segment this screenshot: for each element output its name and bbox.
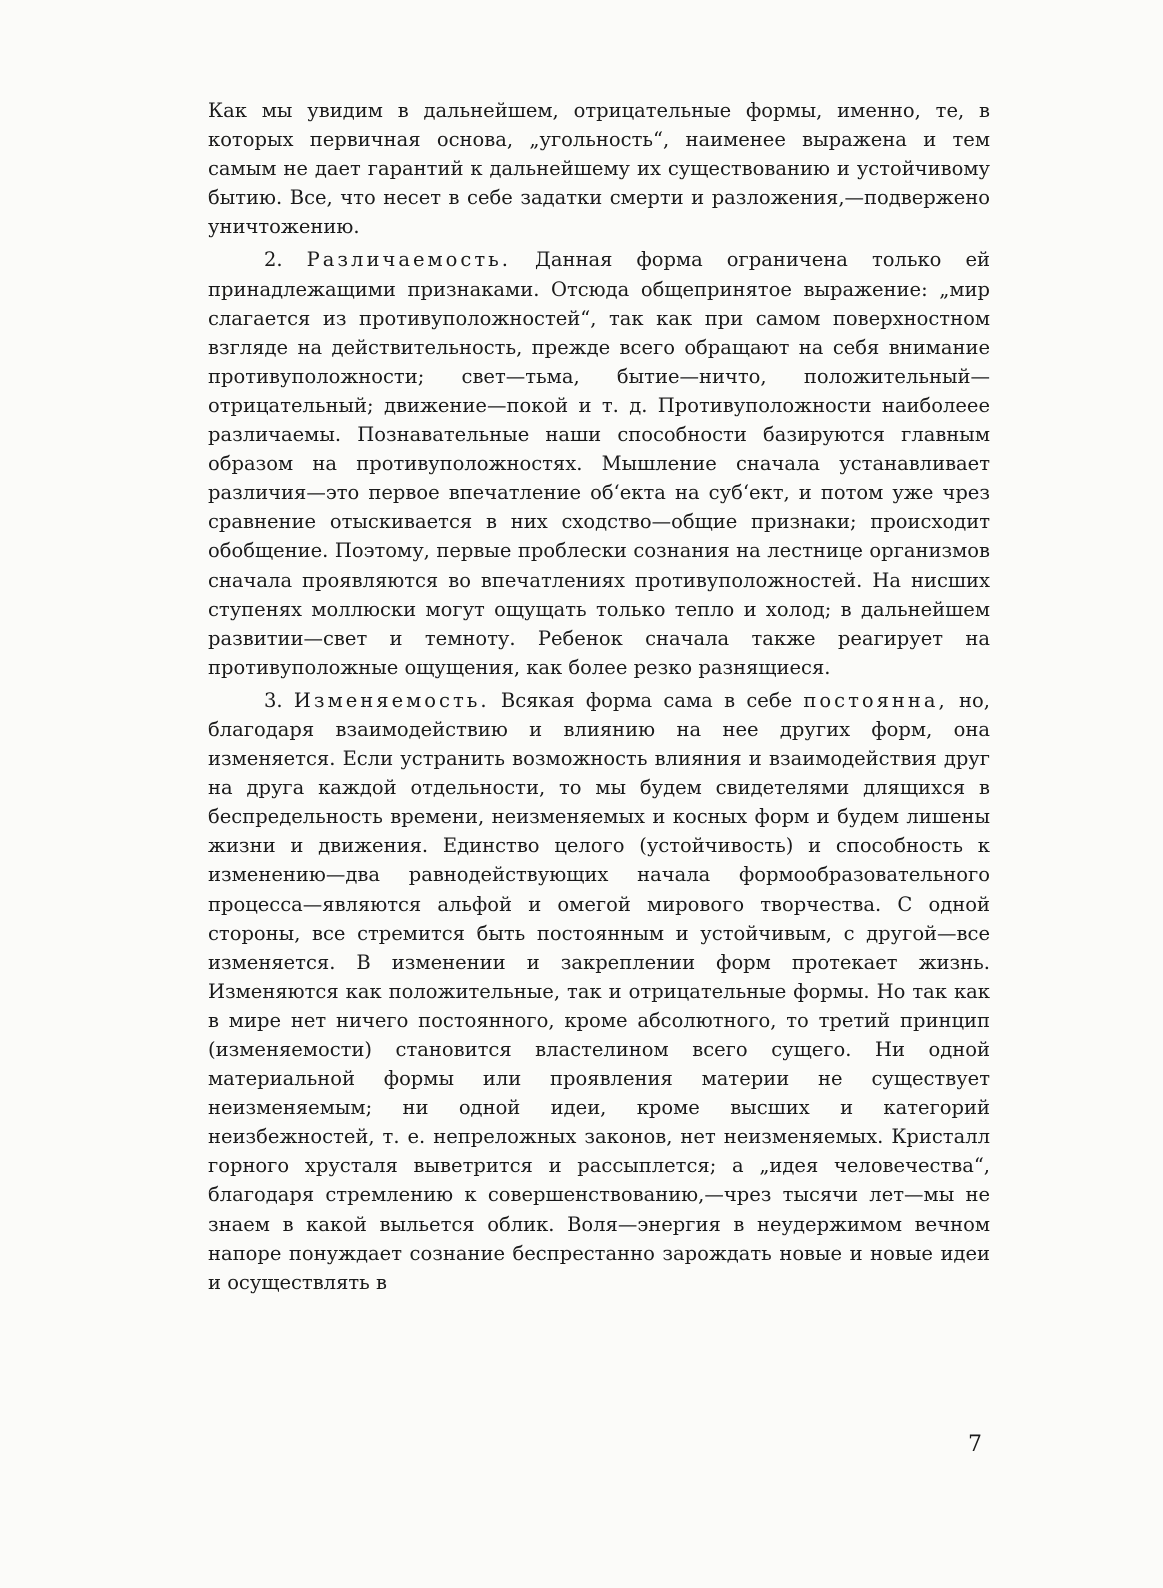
page-number: 7 — [968, 1432, 982, 1457]
paragraph-3-number: 3. — [264, 688, 283, 712]
paragraph-2-heading: Различаемость. — [306, 248, 511, 272]
paragraph-2 — [208, 245, 990, 681]
paragraph-3 — [208, 686, 990, 1297]
paragraph-2-number: 2. — [264, 248, 283, 272]
paragraph-3-heading: Изменяемость. — [293, 688, 490, 712]
paragraph-3-text: но, благодаря взаимодействию и влиянию на нее других форм, она изменяется. Если устранить возможность влияния и взаимодействия друг на друга каждой отдельности, то мы будем свидетелями длящихся в беспредельность времени, неизменяемых и косных форм и будем лишены жизни и движения. Единство целого (устойчивость) и способность к изменению—два равнодействующих начала формообразовательного процесса—являются альфой и омегой мирового творчества. С одной стороны, все стремится быть постоянным и устойчивым, с другой—все изменяется. В изменении и закреплении форм протекает жизнь. Изменяются как положительные, так и отрицательные формы. Но так как в мире нет ничего постоянного, кроме абсолютного, то третий принцип (изменяемости) становится властелином всего сущего. Ни одной материальной формы или проявления материи не существует неизменяемым; ни одной идеи, кроме высших и категорий неизбежностей, т. е. непреложных законов, нет неизменяемых. Кристалл горного хрусталя выветрится и рассыплется; а „идея человечества“, благодаря стремлению к совершенствованию,—чрез тысячи лет—мы не знаем в какой выльется облик. Воля—энергия в неудержимом вечном напоре понуждает сознание беспрестанно зарождать новые и новые идеи и осуществлять в — [208, 688, 990, 1294]
paragraph-1 — [208, 96, 990, 241]
paragraph-1-text: Как мы увидим в дальнейшем, отрицательные формы, именно, те, в которых первичная основа, „угольность“, наименее выражена и тем самым не дает гарантий к дальнейшему их существованию и устойчивому бытию. Все, что несет в себе задатки смерти и разложения,—подвержено уничтожению. — [208, 99, 990, 239]
paragraph-2-text: Данная форма ограничена только ей принадлежащими признаками. Отсюда общепринятое выражение: „мир слагается из противуположностей“, так как при самом поверхностном взгляде на действительность, прежде всего обращают на себя внимание противуположности; свет—тьма, бытие—ничто, положительный—отрицательный; движение—покой и т. д. Противуположности наиболеее различаемы. Познавательные наши способности базируются главным образом на противуположностях. Мышление сначала устанавливает различия—это первое впечатление об‘екта на суб‘ект, и потом уже чрез сравнение отыскивается в них сходство—общие признаки; происходит обобщение. Поэтому, первые проблески сознания на лестнице организмов сначала проявляются во впечатлениях противуположностей. На нисших ступенях моллюски могут ощущать только тепло и холод; в дальнейшем развитии—свет и темноту. Ребенок сначала также реагирует на противуположные ощущения, как более резко разнящиеся. — [208, 248, 990, 679]
paragraph-3-text-before: Всякая форма сама в себе — [500, 688, 793, 712]
body-text — [208, 96, 990, 1297]
paragraph-3-emphasis: постоянна, — [803, 688, 948, 712]
